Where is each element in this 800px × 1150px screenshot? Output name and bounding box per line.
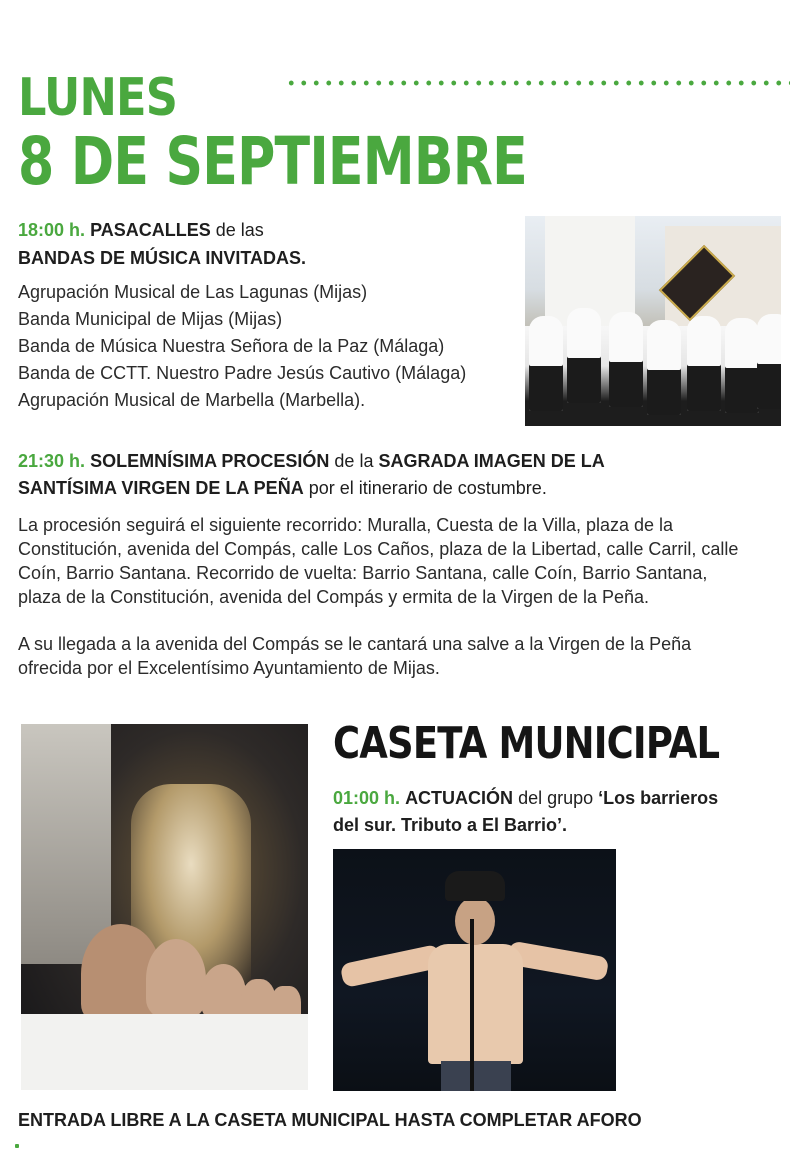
event1-title-rest: de las [210, 220, 264, 240]
band-item: Banda Municipal de Mijas (Mijas) [18, 309, 283, 329]
caseta-heading: CASETA MUNICIPAL [333, 718, 720, 769]
event2-text-part2: por el itinerario de costumbre. [303, 478, 547, 498]
salve-line: A su llegada a la avenida del Compás se le cantará una salve a la Virgen de la Peña [18, 634, 692, 654]
procession-photo [21, 724, 308, 1090]
event2-time: 21:30 h. [18, 451, 86, 471]
event1-title: PASACALLES [90, 220, 211, 240]
route-line: La procesión seguirá el siguiente recorrido: Muralla, Cuesta de la Villa, plaza de la [18, 515, 674, 535]
band-item: Agrupación Musical de Marbella (Marbella). [18, 390, 366, 410]
event2-title-part1: SOLEMNÍSIMA PROCESIÓN [90, 451, 330, 471]
event1-heading [18, 218, 264, 242]
dotted-divider [285, 79, 790, 87]
caseta-line2: del sur. Tributo a El Barrio’. [333, 815, 568, 835]
event2-text-part1: de la [329, 451, 379, 471]
event2-title-part3: SANTÍSIMA VIRGEN DE LA PEÑA [18, 478, 304, 498]
date-heading: 8 DE SEPTIEMBRE [18, 123, 527, 200]
footer-notice: ENTRADA LIBRE A LA CASETA MUNICIPAL HASTA COMPLETAR AFORO [18, 1110, 642, 1130]
event1-subtitle: BANDAS DE MÚSICA INVITADAS. [18, 248, 307, 268]
event1-time: 18:00 h. [18, 220, 86, 240]
route-line: plaza de la Constitución, avenida del Compás y ermita de la Virgen de la Peña. [18, 587, 650, 607]
route-line: Coín, Barrio Santana. Recorrido de vuelta: Barrio Santana, calle Coín, Barrio Santana, [18, 563, 708, 583]
caseta-text-part1: del grupo [513, 788, 599, 808]
marching-band-photo [525, 216, 781, 426]
caseta-title-part2: ‘Los barrieros [598, 788, 719, 808]
route-line: Constitución, avenida del Compás, calle Los Caños, plaza de la Libertad, calle Carril, calle [18, 539, 739, 559]
event2-heading-line1 [18, 449, 605, 473]
band-item: Agrupación Musical de Las Lagunas (Mijas) [18, 282, 368, 302]
band-item: Banda de Música Nuestra Señora de la Paz (Málaga) [18, 336, 445, 356]
corner-dot [15, 1144, 19, 1148]
day-heading: LUNES [18, 68, 178, 128]
caseta-time: 01:00 h. [333, 788, 401, 808]
caseta-title-part1: ACTUACIÓN [405, 788, 514, 808]
event2-heading-line2 [18, 476, 547, 500]
event2-title-part2: SAGRADA IMAGEN DE LA [378, 451, 605, 471]
band-item: Banda de CCTT. Nuestro Padre Jesús Cautivo (Málaga) [18, 363, 467, 383]
salve-line: ofrecida por el Excelentísimo Ayuntamiento de Mijas. [18, 658, 440, 678]
caseta-line1 [333, 786, 718, 810]
singer-photo [333, 849, 616, 1091]
